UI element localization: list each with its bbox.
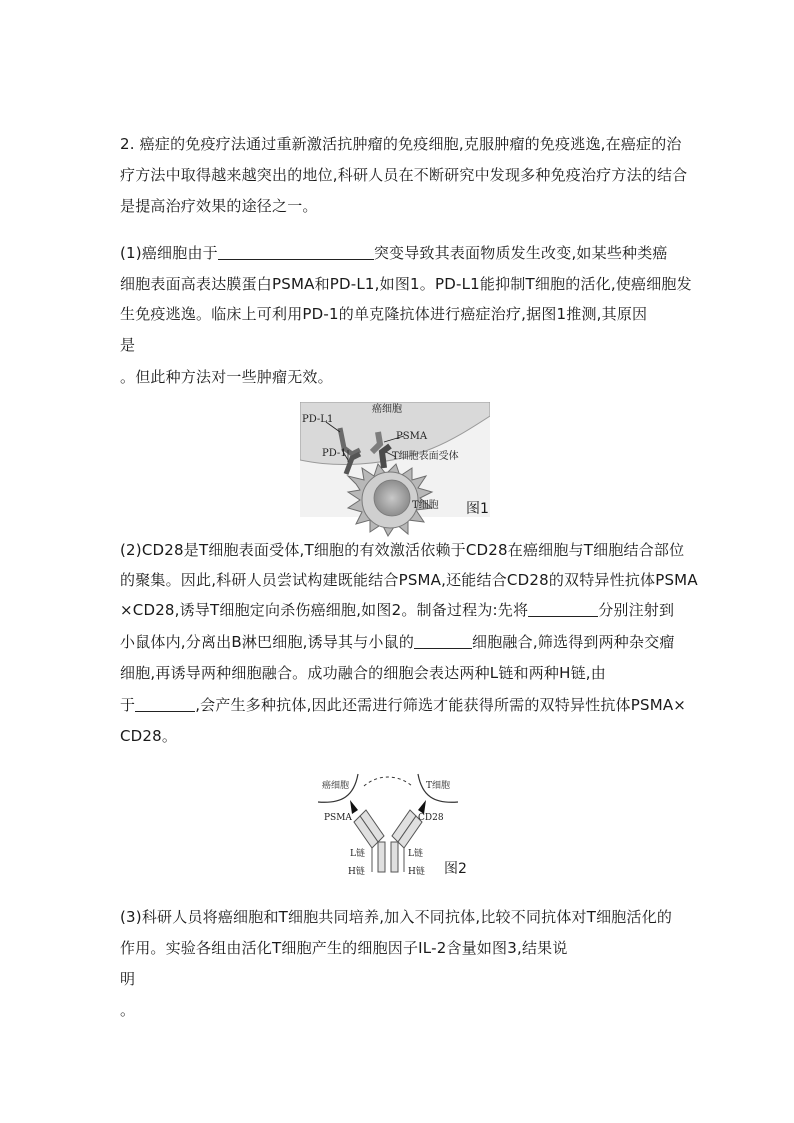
fig2-l-chain-right-label: L链 (408, 849, 423, 859)
figure-1-caption: 图1 (466, 501, 489, 517)
fig1-cancer-cell-label: 癌细胞 (372, 404, 402, 415)
answer-blank-4[interactable] (135, 695, 195, 712)
answer-blank-2[interactable] (528, 600, 598, 617)
part2-text: 细胞融合,筛选得到两种杂交瘤 (472, 633, 675, 651)
fig2-h-chain-right-label: H链 (408, 867, 425, 877)
part2-line-5: 细胞,再诱导两种细胞融合。成功融合的细胞会表达两种L链和两种H链,由 (120, 664, 606, 682)
part3-line-4: 。 (120, 1001, 136, 1019)
part2-line-7: CD28。 (120, 727, 178, 745)
part3-line-2: 作用。实验各组由活化T细胞产生的细胞因子IL-2含量如图3,结果说 (120, 939, 568, 957)
intro-line-1: 2. 癌症的免疫疗法通过重新激活抗肿瘤的免疫细胞,克服肿瘤的免疫逃逸,在癌症的治 (120, 135, 682, 153)
part1-line-5: 。但此种方法对一些肿瘤无效。 (120, 368, 333, 386)
part3-line-1: (3)科研人员将癌细胞和T细胞共同培养,加入不同抗体,比较不同抗体对T细胞活化的 (120, 908, 673, 926)
fig2-l-chain-left-label: L链 (350, 849, 365, 859)
part2-text: 于 (120, 696, 136, 714)
fig2-cancer-cell-label: 癌细胞 (322, 781, 350, 791)
part2-text: 分别注射到 (598, 601, 675, 619)
part1-line-3: 生免疫逃逸。临床上可利用PD-1的单克隆抗体进行癌症治疗,据图1推测,其原因 (120, 305, 648, 323)
intro-line-2: 疗方法中取得越来越突出的地位,科研人员在不断研究中发现多种免疫治疗方法的结合 (120, 166, 688, 184)
part2-text: 小鼠体内,分离出B淋巴细胞,诱导其与小鼠的 (120, 633, 415, 651)
part3-line-3: 明 (120, 970, 136, 988)
cd28-antigen (418, 800, 426, 814)
synapse-dashed-arc (364, 777, 412, 786)
part2-line-6 (120, 695, 686, 715)
bispecific-antibody (354, 810, 422, 872)
part2-line-3 (120, 600, 674, 620)
part2-line-4 (120, 632, 675, 652)
part2-text: ×CD28,诱导T细胞定向杀伤癌细胞,如图2。制备过程为:先将 (120, 601, 529, 619)
fig2-cd28-label: CD28 (418, 813, 444, 823)
part1-line-1 (120, 243, 668, 263)
answer-blank-1[interactable] (218, 243, 374, 260)
figure-1 (300, 402, 490, 552)
fig1-pd1-label: PD-1 (322, 448, 347, 459)
part1-text: (1)癌细胞由于 (120, 244, 218, 262)
fig1-psma-label: PSMA (396, 431, 428, 442)
part2-line-1: (2)CD28是T细胞表面受体,T细胞的有效激活依赖于CD28在癌细胞与T细胞结合部位 (120, 541, 685, 559)
fig2-tcell-label: T细胞 (426, 781, 451, 791)
part1-line-4: 是 (120, 336, 136, 354)
fig2-h-chain-left-label: H链 (348, 867, 365, 877)
fig1-receptor-label: T细胞表面受体 (392, 451, 459, 462)
fig1-pdl1-label: PD-L1 (302, 414, 334, 425)
fig1-tcell-label: T细胞 (412, 500, 439, 511)
fig2-psma-label: PSMA (324, 813, 352, 823)
part2-text: ,会产生多种抗体,因此还需进行筛选才能获得所需的双特异性抗体PSMA× (195, 696, 687, 714)
figure-2 (318, 770, 458, 882)
part1-text: 突变导致其表面物质发生改变,如某些种类癌 (373, 244, 668, 262)
answer-blank-3[interactable] (414, 632, 472, 649)
figure-2-caption: 图2 (444, 861, 467, 877)
part2-line-2: 的聚集。因此,科研人员尝试构建既能结合PSMA,还能结合CD28的双特异性抗体PSMA (120, 571, 698, 589)
psma-antigen (350, 800, 358, 814)
part1-line-2: 细胞表面高表达膜蛋白PSMA和PD-L1,如图1。PD-L1能抑制T细胞的活化,使癌细胞发 (120, 275, 692, 293)
intro-line-3: 是提高治疗效果的途径之一。 (120, 197, 318, 215)
